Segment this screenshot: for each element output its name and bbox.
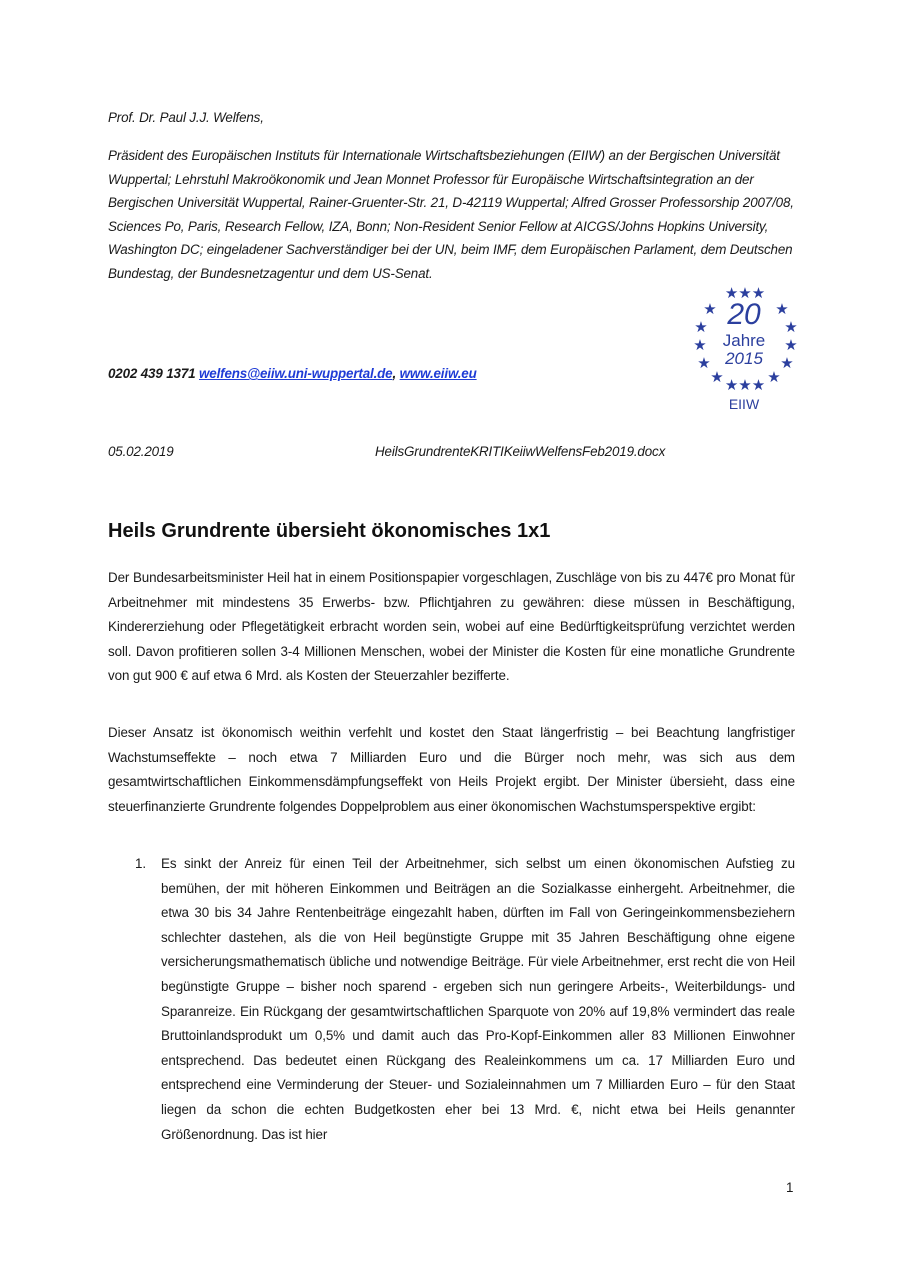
svg-text:★: ★ [693,337,707,354]
svg-text:★: ★ [775,301,789,318]
author-bio: Präsident des Europäischen Instituts für Internationale Wirtschaftsbeziehungen (EIIW) an der Bergischen Universität Wuppertal; Lehrstuhl Makroökonomik und Jean Monnet Professor für Europäische Wirtschaftsintegration an der Bergischen Universität Wuppertal, Rainer-Gruenter-Str. 21, D-42119 Wuppertal; Alfred Grosser Professorship 2007/08, Sciences Po, Paris, Research Fellow, IZA, Bonn; Non-Resident Senior Fellow at AICGS/Johns Hopkins University, Washington DC; eingeladener Sachverständiger bei der UN, beim IMF, dem Europäischen Parlament, dem Deutschen Bundestag, der Bundesnetzagentur und dem US-Senat. [108,148,794,281]
phone-number: 0202 439 1371 [108,366,196,381]
list-item-text: Es sinkt der Anreiz für einen Teil der Arbeitnehmer, sich selbst um einen ökonomischen Aufstieg zu bemühen, der mit höheren Einkommen und Beiträgen an die Sozialkasse einhergeht. Arbeitnehmer, die etwa 30 bis 34 Jahre Rentenbeiträge eingezahlt haben, dürften im Fall von Geringeinkommensbeziehern schlechter dastehen, als die von Heil begünstigte Gruppe mit 35 Jahren Beschäftigung ohne eigene versicherungsmathematisch übliche und notwendige Beiträge. Für viele Arbeitnehmer, erst recht die von Heil begünstigte Gruppe – bisher noch sparend - ergeben sich nun geringere Arbeits-, Weiterbildungs- und Sparanreize. Ein Rückgang der gesamtwirtschaftlichen Sparquote von 20% auf 19,8% vermindert das reale Bruttoinlandsprodukt um 0,5% und damit auch das Pro-Kopf-Einkommen aller 83 Millionen Einwohner entsprechend. Das bedeutet einen Rückgang des Realeinkommens um ca. 17 Milliarden Euro und entsprechend eine Verminderung der Steuer- und Sozialeinnahmen um 7 Milliarden Euro – für den Staat liegen da schon die echten Budgetkosten eher bei 13 Mrd. €, nicht etwa bei Heils genannter Größenordnung. Das ist hier [161,856,795,1142]
contact-line [108,362,477,386]
list-number: 1. [135,856,146,871]
logo-number: 20 [727,298,761,331]
svg-text:★: ★ [784,337,798,354]
svg-text:★: ★ [697,355,711,372]
svg-text:★: ★ [784,319,798,336]
svg-text:★: ★ [694,319,708,336]
svg-text:★: ★ [767,369,781,386]
document-filename: HeilsGrundrenteKRITIKeiiwWelfensFeb2019.docx [375,444,666,459]
svg-text:★: ★ [703,301,717,318]
email-link[interactable]: welfens@eiiw.uni-wuppertal.de [199,366,393,381]
document-date: 05.02.2019 [108,444,174,459]
article-title: Heils Grundrente übersieht ökonomisches 1x1 [108,520,551,542]
paragraph: Der Bundesarbeitsminister Heil hat in einem Positionspapier vorgeschlagen, Zuschläge von bis zu 447€ pro Monat für Arbeitnehmer mit mindestens 35 Erwerbs- bzw. Pflichtjahren zu gewähren: diese müssen in Beschäftigung, Kindererziehung oder Pflegetätigkeit erbracht worden sein, wobei auf eine Bedürftigkeitsprüfung verzichtet werden soll. Davon profitieren sollen 3-4 Millionen Menschen, wobei der Minister die Kosten für eine monatliche Grundrente von gut 900 € auf etwa 6 Mrd. als Kosten der Steuerzahler bezifferte. [108,570,795,684]
author-name: Prof. Dr. Paul J.J. Welfens, [108,110,264,125]
page-number: 1 [786,1180,794,1195]
logo-org: EIIW [728,396,760,412]
separator: , [392,366,397,381]
eiiw-anniversary-logo [690,286,798,416]
website-link[interactable]: www.eiiw.eu [399,366,477,381]
svg-text:★: ★ [710,369,724,386]
logo-year: 2015 [725,349,763,368]
paragraph: Dieser Ansatz ist ökonomisch weithin verfehlt und kostet den Staat längerfristig – bei Beachtung langfristiger Wachstumseffekte – noch etwa 7 Milliarden Euro und die Bürger noch mehr, was sich aus dem gesamtwirtschaftlichen Einkommensdämpfungseffekt von Heils Projekt ergibt. Der Minister übersieht, dass eine steuerfinanzierte Grundrente folgendes Doppelproblem aus einer ökonomischen Wachstumsperspektive ergibt: [108,725,795,814]
svg-text:★★★: ★★★ [724,377,766,394]
svg-text:★: ★ [780,355,794,372]
logo-word: Jahre [722,331,766,350]
svg-text:★★★: ★★★ [724,286,766,302]
